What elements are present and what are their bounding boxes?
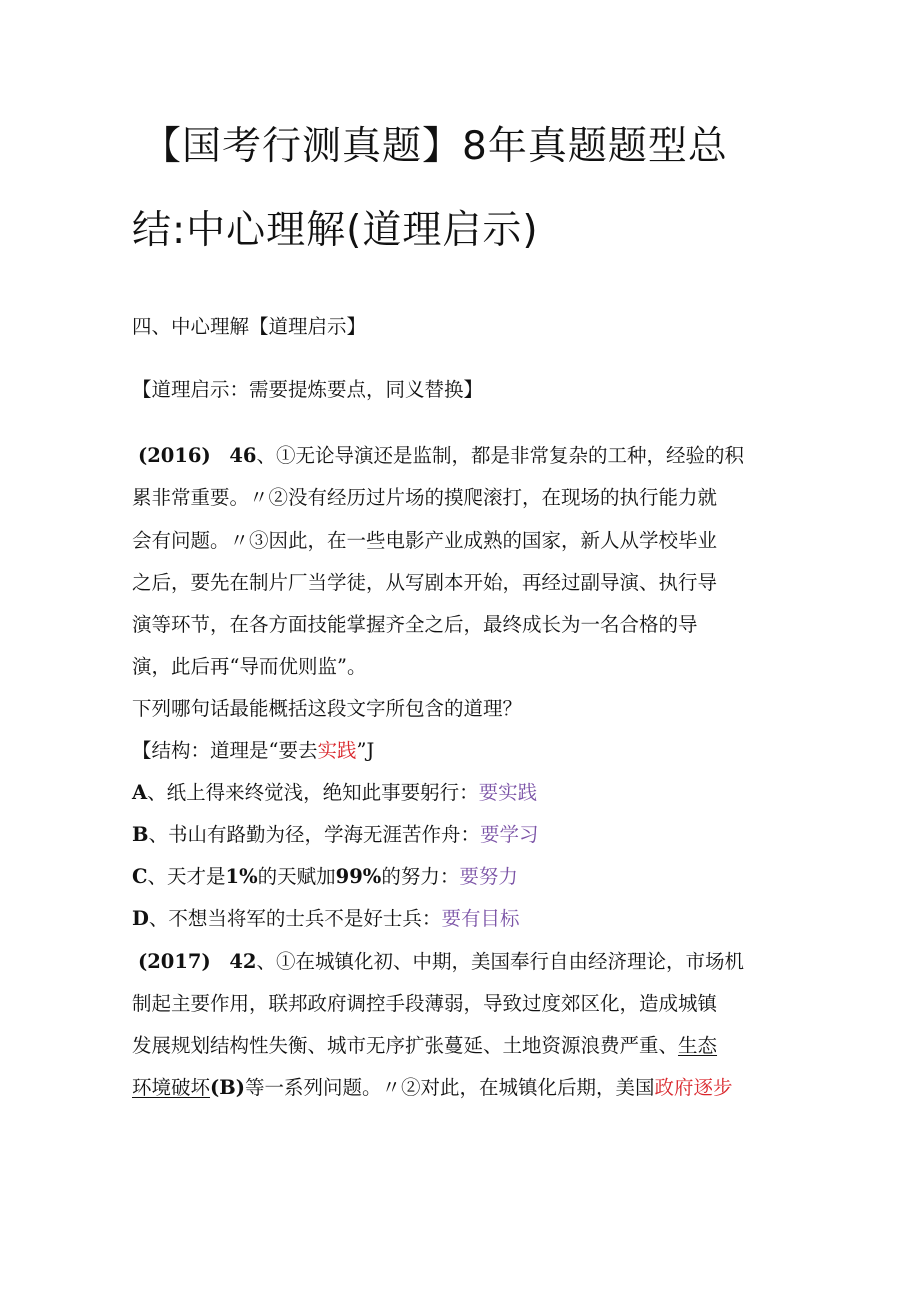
- q2017-text-4: 等一系列问题。〃②对此，在城镇化后期，美国: [244, 1076, 655, 1099]
- q2017-option-marker: (B): [210, 1076, 245, 1099]
- q2016-year-tag: (2016): [138, 444, 211, 467]
- option-a: [132, 780, 537, 806]
- option-c-percent-2: 99%: [335, 865, 382, 888]
- structure-prefix: 【结构：道理是“要去: [132, 739, 318, 762]
- option-c-text-c: 的努力：: [381, 865, 460, 888]
- document-title-line-2: 结:中心理解(道理启示): [132, 208, 539, 253]
- q2016-line-2: 累非常重要。〃②没有经历过片场的摸爬滚打，在现场的执行能力就: [132, 486, 718, 509]
- q2017-highlight: 政府逐步: [654, 1076, 733, 1099]
- q2017-underlined-2: 环境破坏: [132, 1076, 211, 1099]
- q2016-number: 46: [229, 444, 257, 467]
- option-a-text: 、纸上得来终觉浅，绝知此事要躬行：: [147, 781, 479, 804]
- option-c: [132, 864, 518, 890]
- q2016-line-3: 会有问题。〃③因此，在一些电影产业成熟的国家，新人从学校毕业: [132, 529, 718, 552]
- q2016-line-5: 演等环节，在各方面技能掌握齐全之后，最终成长为一名合格的导: [132, 613, 698, 636]
- q2016-line-4: 之后，要先在制片厂当学徒，从写剧本开始，再经过副导演、执行导: [132, 571, 718, 594]
- option-c-text-b: 的天赋加: [257, 865, 336, 888]
- option-c-text-a: 、天才是: [147, 865, 226, 888]
- option-c-percent-1: 1%: [225, 865, 258, 888]
- q2016-text-1: 、①无论导演还是监制，都是非常复杂的工种，经验的积: [256, 444, 744, 467]
- q2017-line-3: [132, 1033, 717, 1059]
- option-b: [132, 822, 539, 848]
- q2016-line-1: [138, 443, 744, 469]
- document-title-line-1: 【国考行测真题】8年真题题型总: [142, 124, 728, 169]
- structure-suffix: ”J: [356, 739, 375, 762]
- option-b-letter: B: [132, 823, 149, 846]
- option-a-letter: A: [132, 781, 148, 804]
- q2017-line-1: [138, 949, 744, 975]
- q2017-text-1: 、①在城镇化初、中期，美国奉行自由经济理论，市场机: [256, 950, 744, 973]
- section-heading: 四、中心理解【道理启示】: [132, 315, 367, 338]
- q2017-underlined-1: 生态: [678, 1034, 718, 1057]
- q2016-question: 下列哪句话最能概括这段文字所包含的道理？: [132, 697, 523, 720]
- option-d-text: 、不想当将军的士兵不是好士兵：: [148, 907, 442, 930]
- q2016-line-6: 演，此后再“导而优则监”。: [132, 655, 367, 678]
- structure-key-word: 实践: [317, 739, 357, 762]
- q2017-text-3: 发展规划结构性失衡、城市无序扩张蔓延、土地资源浪费严重、: [132, 1034, 679, 1057]
- option-d-hint: 要有目标: [441, 907, 520, 930]
- option-b-hint: 要学习: [480, 823, 539, 846]
- q2016-structure: [132, 738, 374, 764]
- section-note: 【道理启示：需要提炼要点，同义替换】: [132, 378, 484, 401]
- option-d: [132, 906, 519, 932]
- option-d-letter: D: [132, 907, 149, 930]
- option-c-hint: 要努力: [459, 865, 518, 888]
- option-b-text: 、书山有路勤为径，学海无涯苦作舟：: [148, 823, 480, 846]
- q2017-year-tag: (2017): [138, 950, 211, 973]
- q2017-line-2: 制起主要作用，联邦政府调控手段薄弱，导致过度郊区化，造成城镇: [132, 992, 718, 1015]
- option-c-letter: C: [132, 865, 148, 888]
- q2017-number: 42: [229, 950, 257, 973]
- q2017-line-4: [132, 1075, 732, 1101]
- option-a-hint: 要实践: [478, 781, 538, 804]
